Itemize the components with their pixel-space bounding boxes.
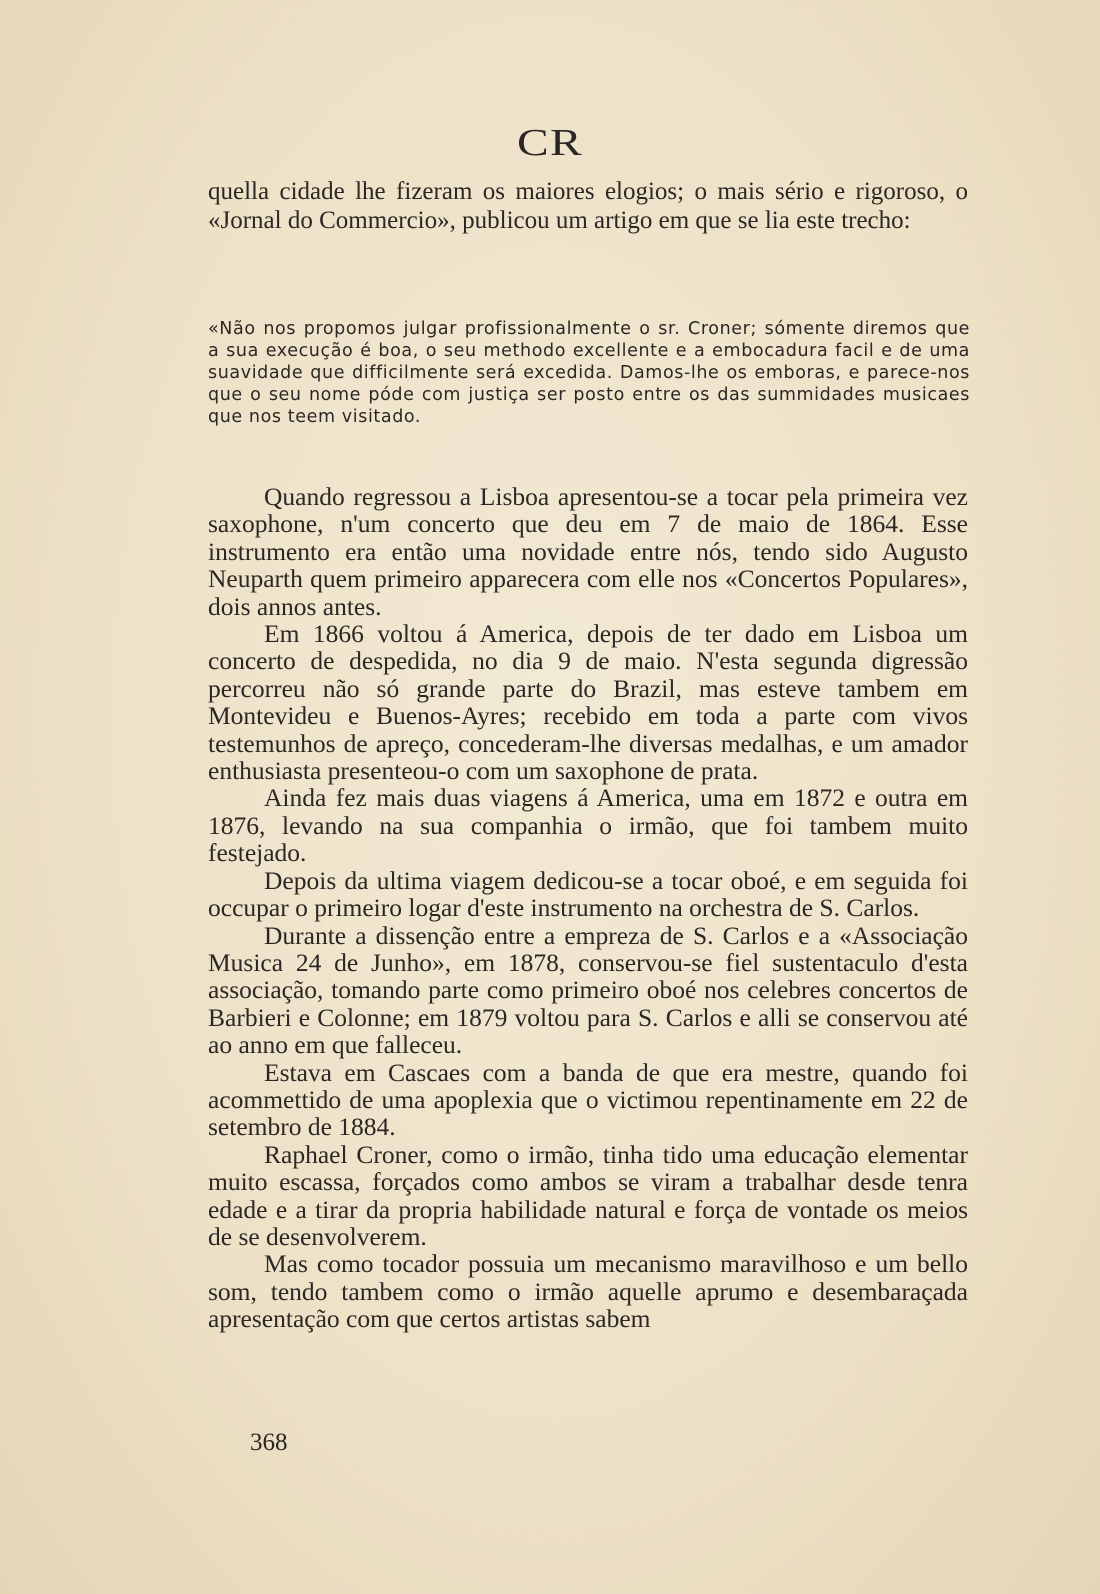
paragraph-5: Durante a dissenção entre a empreza de S. Carlos e a «Associação Musica 24 de Junho», em 1878, conservou-se fiel sustentaculo d'esta associação, tomando parte como primeiro oboé nos celebres concertos de Barbieri e Colonne; em 1879 voltou para S. Carlos e alli se conservou até ao anno em que falleceu.	[208, 920, 968, 1060]
newspaper-quote: «Não nos propomos julgar profissionalmente o sr. Croner; sómente diremos que a sua execução é boa, o seu methodo excellente e a embocadura facil e de uma suavidade que difficilmente será excedida. Damos-lhe os emboras, e parece-nos que o seu nome póde com justiça ser posto entre os das summidades musicaes que nos teem visitado.	[208, 319, 970, 427]
paragraph-2: Em 1866 voltou á America, depois de ter dado em Lisboa um concerto de despedida, no dia 9 de maio. N'esta segunda digressão percorreu não só grande parte do Brazil, mas esteve tambem em Montevideu e Buenos-Ayres; recebido em toda a parte com vivos testemunhos de apreço, concederam-lhe diversas medalhas, e um amador enthusiasta presenteou-o com um saxophone de prata.	[208, 619, 968, 786]
paragraph-3: Ainda fez mais duas viagens á America, uma em 1872 e outra em 1876, levando na sua companhia o irmão, que foi tambem muito festejado.	[208, 783, 968, 868]
lead-paragraph: quella cidade lhe fizeram os maiores elogios; o mais sério e rigoroso, o «Jornal do Commercio», publicou um artigo em que se lia este trecho:	[208, 178, 968, 234]
body-text	[208, 483, 968, 1333]
paragraph-7: Raphael Croner, como o irmão, tinha tido uma educação elementar muito escassa, forçados como ambos se viram a trabalhar desde tenra edade e a tirar da propria habilidade natural e força de vontade os meios de se desenvolverem.	[208, 1139, 968, 1251]
paragraph-6: Estava em Cascaes com a banda de que era mestre, quando foi acommettido de uma apoplexia que o victimou repentinamente em 22 de setembro de 1884.	[208, 1057, 968, 1142]
paragraph-8: Mas como tocador possuia um mecanismo maravilhoso e um bello som, tendo tambem como o irmão aquelle aprumo e desembaraçada apresentação com que certos artistas sabem	[208, 1249, 968, 1334]
paragraph-4: Depois da ultima viagem dedicou-se a tocar oboé, e em seguida foi occupar o primeiro logar d'este instrumento na orchestra de S. Carlos.	[208, 865, 968, 923]
paragraph-1: Quando regressou a Lisboa apresentou-se a tocar pela primeira vez saxophone, n'um concerto que deu em 7 de maio de 1864. Esse instrumento era então uma novidade entre nós, tendo sido Augusto Neuparth quem primeiro apparecera com elle nos «Concertos Populares», dois annos antes.	[208, 482, 968, 621]
running-header: CR	[517, 122, 583, 164]
page-number: 368	[250, 1429, 288, 1456]
